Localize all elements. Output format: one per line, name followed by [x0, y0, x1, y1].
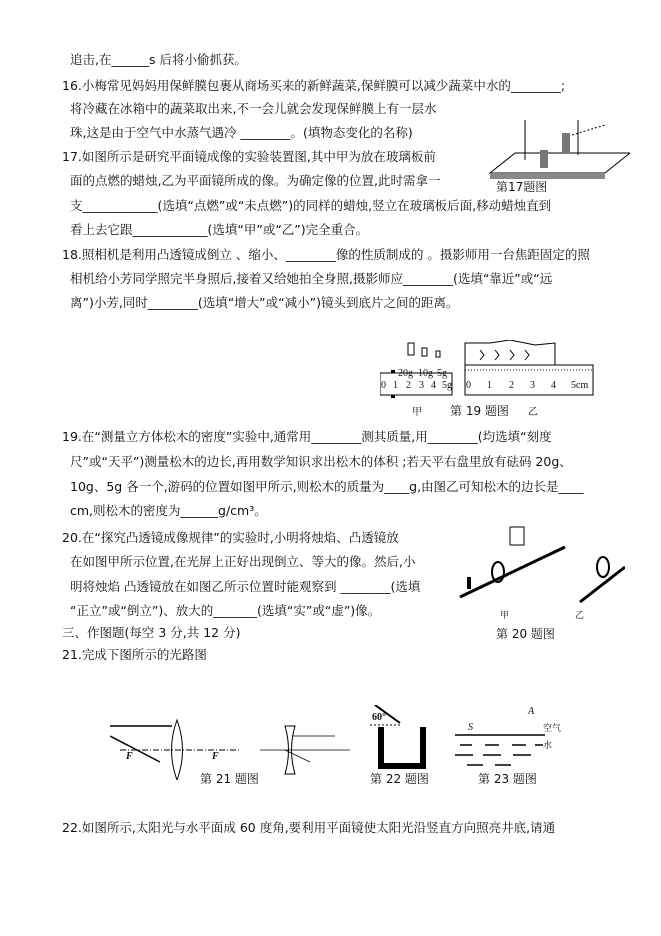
- q19-line3: 10g、5g 各一个,游码的位置如图甲所示,则松木的质量为____g,由图乙可知松木的边长是____: [70, 479, 584, 494]
- q17-line4: 看上去它跟____________(选填“甲”或“乙”)完全重合。: [70, 222, 369, 237]
- fig21-focus-right: F: [212, 751, 219, 762]
- fig23-caption: 第 23 题图: [478, 772, 537, 786]
- fig21-caption: 第 21 题图: [200, 772, 259, 786]
- fig19-weight-5g: 5g: [437, 368, 447, 379]
- q22-line1: 22.如图所示,太阳光与水平面成 60 度角,要利用平面镜使太阳光沿竖直方向照亮井底,请通: [62, 820, 556, 835]
- fig21-lens-ray-diagram: [110, 710, 350, 780]
- q16-line1: 16.小梅常见妈妈用保鲜膜包裹从商场买来的新鲜蔬菜,保鲜膜可以减少蔬菜中水的________;: [62, 78, 566, 93]
- fig19-caption: 第 19 题图: [450, 404, 509, 418]
- fig20-caption: 第 20 题图: [496, 627, 555, 641]
- fig19-weight-10g: 10g: [418, 368, 433, 379]
- fig22-angle-label: 60°: [372, 712, 386, 723]
- fig20-lens-bench-diagram: [455, 522, 625, 610]
- q20-line1: 20.在“探究凸透镜成像规律”的实验时,小明将烛焰、凸透镜放: [62, 530, 399, 545]
- fig19-scale-4: 4: [431, 380, 436, 391]
- fig23-water-label: 水: [543, 740, 553, 750]
- q19-line4: cm,则松木的密度为______g/cm³。: [70, 503, 267, 518]
- fig19-weight-20g: 20g: [398, 368, 413, 379]
- fig19-ruler-4: 4: [551, 380, 556, 391]
- q19-line2: 尺”或“天平”)测量松木的边长,再用数学知识求出松木的体积 ;若天平右盘里放有砝码 20g、: [70, 454, 572, 469]
- q18-line3: 离”)小芳,同时________(选填“增大”或“减小”)镜头到底片之间的距离。: [70, 295, 459, 310]
- fig19-scale-1: 1: [393, 380, 398, 391]
- fig23-point-a: A: [528, 706, 535, 717]
- fig19-ruler-1: 1: [487, 380, 492, 391]
- q20-line4: “正立”或“倒立”)、放大的_______(选填“实”或“虚”)像。: [70, 603, 381, 618]
- q20-line3: 明将烛焰 凸透镜放在如图乙所示位置时能观察到 ________(选填: [70, 579, 421, 594]
- fig19-scale-0: 0: [381, 380, 386, 391]
- q15-tail: 追击,在______s 后将小偷抓获。: [70, 52, 247, 67]
- fig19-scale-5g: 5g: [442, 380, 452, 391]
- fig17-caption: 第17题图: [496, 180, 548, 194]
- q17-line2: 面的点燃的蜡烛,乙为平面镜所成的像。为确定像的位置,此时需拿一: [70, 173, 441, 188]
- fig19-ruler-2: 2: [509, 380, 514, 391]
- fig19-ruler-5cm: 5cm: [571, 380, 589, 391]
- q18-line1: 18.照相机是利用凸透镜成倒立 、缩小、________像的性质制成的 。摄影师用一台焦距固定的照: [62, 247, 590, 262]
- fig19-ruler-3: 3: [530, 380, 535, 391]
- fig23-point-s: S: [468, 722, 473, 733]
- fig21-focus-left: F: [126, 751, 133, 762]
- q18-line2: 相机给小芳同学照完半身照后,接着又给她拍全身照,摄影师应________(选填“靠近”或“远: [70, 271, 553, 286]
- q17-line3: 支____________(选填“点燃”或“未点燃”)的同样的蜡烛,竖立在玻璃板后面,移动蜡烛直到: [70, 198, 552, 213]
- fig23-air-label: 空气: [543, 723, 562, 733]
- fig19-scale-2: 2: [406, 380, 411, 391]
- q16-line3: 珠,这是由于空气中水蒸气遇冷 ________。(填物态变化的名称): [70, 125, 413, 140]
- fig19-label-jia: 甲: [412, 407, 422, 418]
- q21-text: 21.完成下图所示的光路图: [62, 647, 207, 662]
- fig19-scale-3: 3: [419, 380, 424, 391]
- q19-line1: 19.在“测量立方体松木的密度”实验中,通常用________测其质量,用________(均选填“刻度: [62, 429, 552, 444]
- q17-line1: 17.如图所示是研究平面镜成像的实验装置图,其中甲为放在玻璃板前: [62, 149, 436, 164]
- fig23-air-water-diagram: [455, 730, 553, 775]
- q20-line2: 在如图甲所示位置,在光屏上正好出现倒立、等大的像。然后,小: [70, 554, 416, 569]
- fig17-mirror-candle-diagram: [480, 115, 630, 185]
- fig20-label-jia: 甲: [500, 611, 510, 621]
- fig22-caption: 第 22 题图: [370, 772, 429, 786]
- fig20-label-yi: 乙: [575, 611, 585, 621]
- q16-line2: 将冷藏在冰箱中的蔬菜取出来,不一会儿就会发现保鲜膜上有一层水: [70, 101, 437, 116]
- section-3-heading: 三、作图题(每空 3 分,共 12 分): [62, 625, 241, 640]
- fig19-label-yi: 乙: [528, 407, 538, 418]
- fig19-ruler-0: 0: [466, 380, 471, 391]
